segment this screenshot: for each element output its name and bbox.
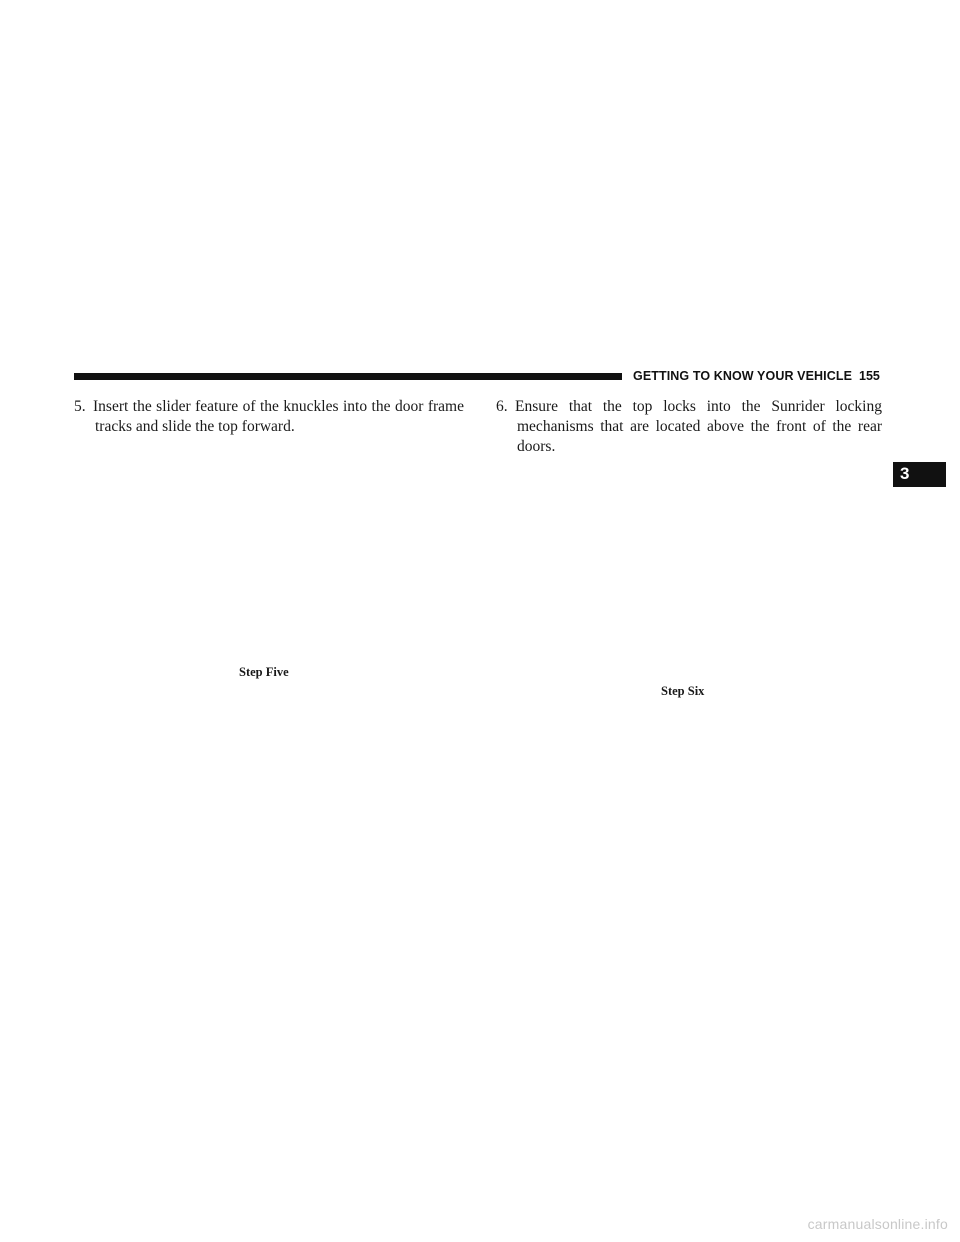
watermark: carmanualsonline.info [807,1216,948,1232]
step-five-caption: Step Five [239,665,289,679]
chapter-number: 3 [900,464,910,483]
step-six-instruction [496,397,882,457]
header-rule [74,373,622,380]
step-six-figure [520,464,860,678]
section-title: GETTING TO KNOW YOUR VEHICLE [633,369,853,383]
step-text: Ensure that the top locks into the Sunrider locking mechanisms that are located above the front of the rear doors. [515,398,882,455]
step-five-figure [100,450,440,658]
step-text: Insert the slider feature of the knuckles into the door frame tracks and slide the top forward. [93,398,464,435]
chapter-tab [893,462,946,487]
page-number: 155 [859,369,880,383]
step-five-instruction [74,397,464,437]
step-number: 5. [74,398,86,415]
step-number: 6. [496,398,508,415]
step-six-caption: Step Six [661,684,705,698]
